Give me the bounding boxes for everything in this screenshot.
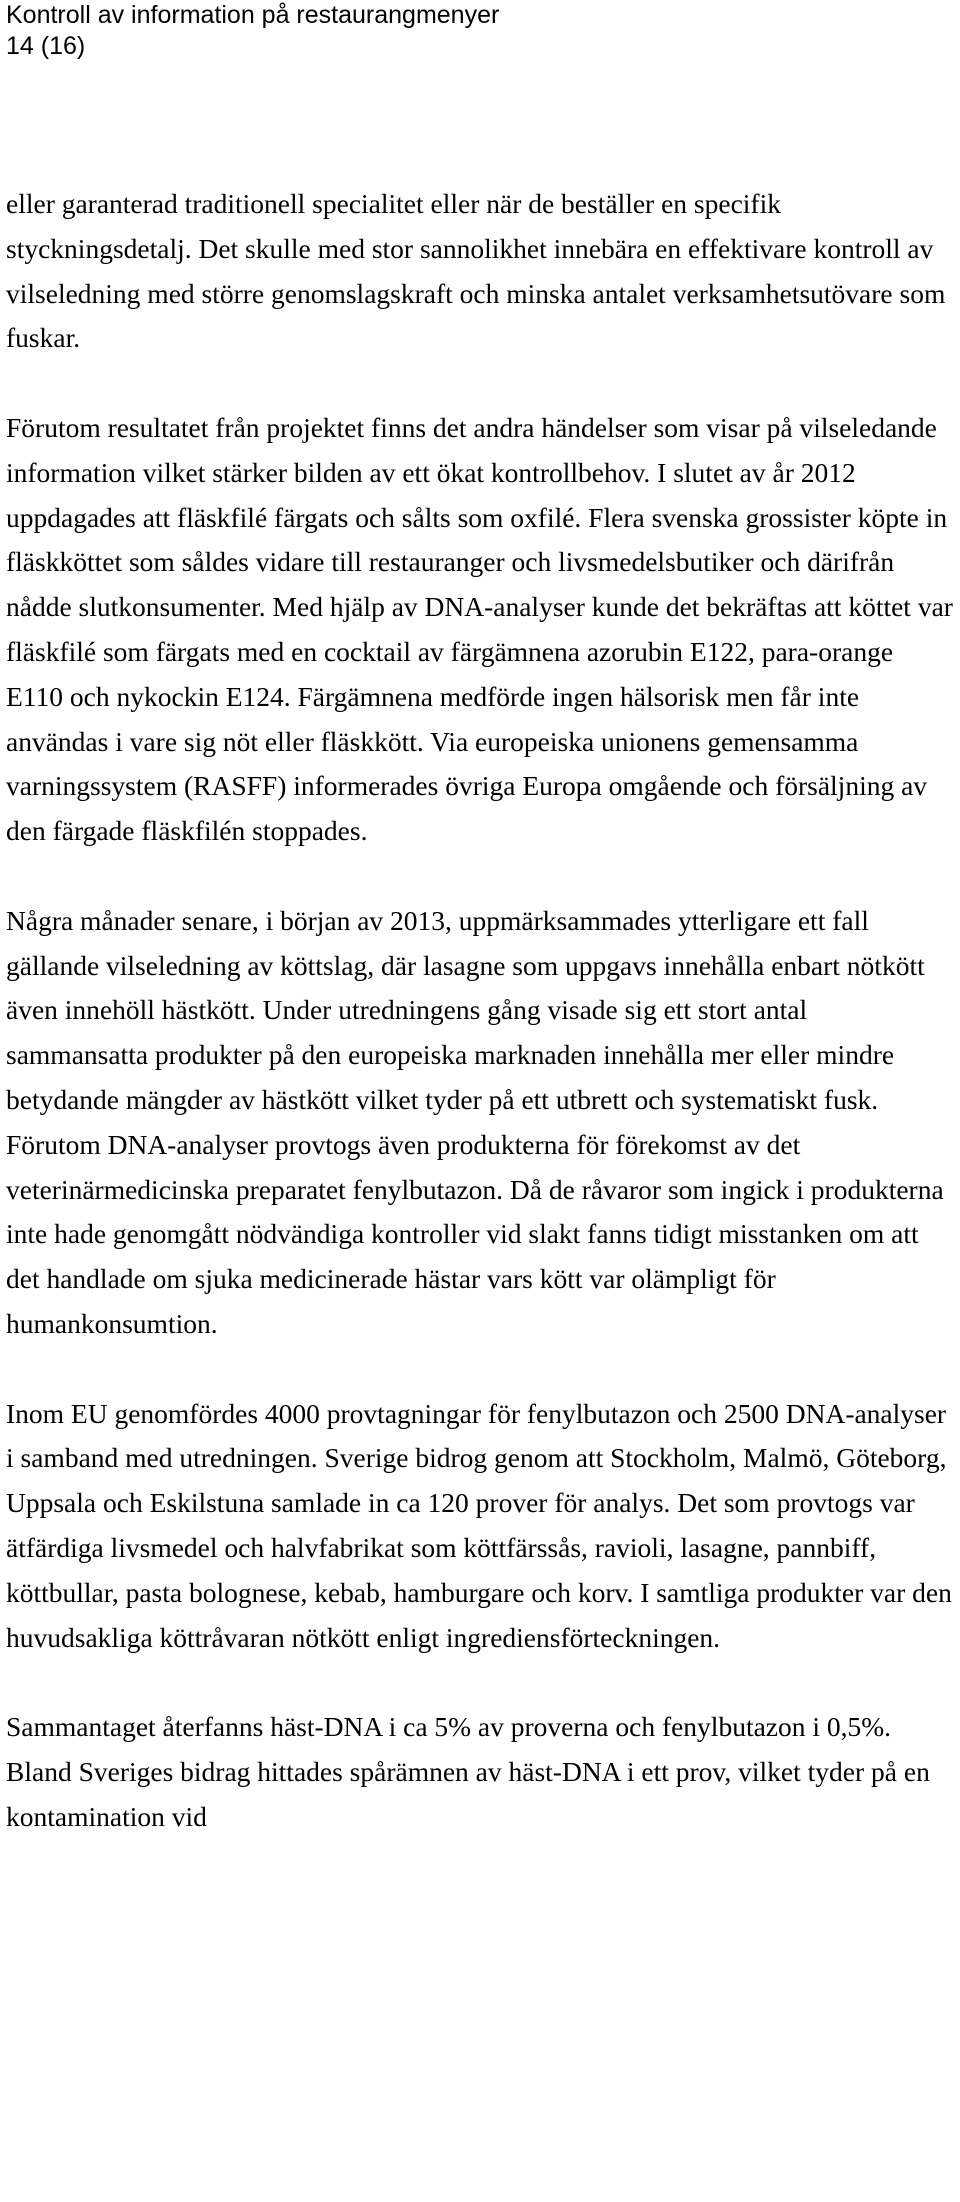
page-number: 14 (16) (6, 32, 86, 60)
page-header (6, 0, 499, 62)
document-body (6, 182, 956, 1884)
document-title: Kontroll av information på restaurangmenyer (6, 1, 500, 29)
paragraph: Sammantaget återfanns häst-DNA i ca 5% av proverna och fenylbutazon i 0,5%. Bland Sveriges bidrag hittades spårämnen av häst-DNA i ett prov, vilket tyder på en kontamination vid (6, 1711, 930, 1832)
paragraph: Förutom resultatet från projektet finns det andra händelser som visar på vilseledande information vilket stärker bilden av ett ökat kontrollbehov. I slutet av år 2012 uppdagades att fläskfilé färgats och sålts som oxfilé. Flera svenska grossister köpte in fläskköttet som såldes vidare till restauranger och livsmedelsbutiker och därifrån nådde slutkonsumenter. Med hjälp av DNA-analyser kunde det bekräftas att köttet var fläskfilé som färgats med en cocktail av färgämnena azorubin E122, para-orange E110 och nykockin E124. Färgämnena medförde ingen hälsorisk men får inte användas i vare sig nöt eller fläskkött. Via europeiska unionens gemensamma varningssystem (RASFF) informerades övriga Europa omgående och försäljning av den färgade fläskfilén stoppades. (6, 411, 953, 847)
paragraph: Några månader senare, i början av 2013, uppmärksammades ytterligare ett fall gällande vilseledning av köttslag, där lasagne som uppgavs innehålla enbart nötkött även innehöll hästkött. Under utredningens gång visade sig ett stort antal sammansatta produkter på den europeiska marknaden innehålla mer eller mindre betydande mängder av hästkött vilket tyder på ett utbrett och systematiskt fusk. Förutom DNA-analyser provtogs även produkterna för förekomst av det veterinärmedicinska preparatet fenylbutazon. Då de råvaror som ingick i produkterna inte hade genomgått nödvändiga kontroller vid slakt fanns tidigt misstanken om att det handlade om sjuka medicinerade hästar vars kött var olämpligt för humankonsumtion. (6, 904, 944, 1339)
paragraph: eller garanterad traditionell specialitet eller när de beställer en specifik styckningsdetalj. Det skulle med stor sannolikhet innebära en effektivare kontroll av vilseledning med större genomslagskraft och minska antalet verksamhetsutövare som fuskar. (6, 188, 946, 354)
paragraph: Inom EU genomfördes 4000 provtagningar för fenylbutazon och 2500 DNA-analyser i samband med utredningen. Sverige bidrog genom att Stockholm, Malmö, Göteborg, Uppsala och Eskilstuna samlade in ca 120 prover för analys. Det som provtogs var ätfärdiga livsmedel och halvfabrikat som köttfärssås, ravioli, lasagne, pannbiff, köttbullar, pasta bolognese, kebab, hamburgare och korv. I samtliga produkter var den huvudsakliga köttråvaran nötkött enligt ingrediensförteckningen. (6, 1397, 952, 1653)
